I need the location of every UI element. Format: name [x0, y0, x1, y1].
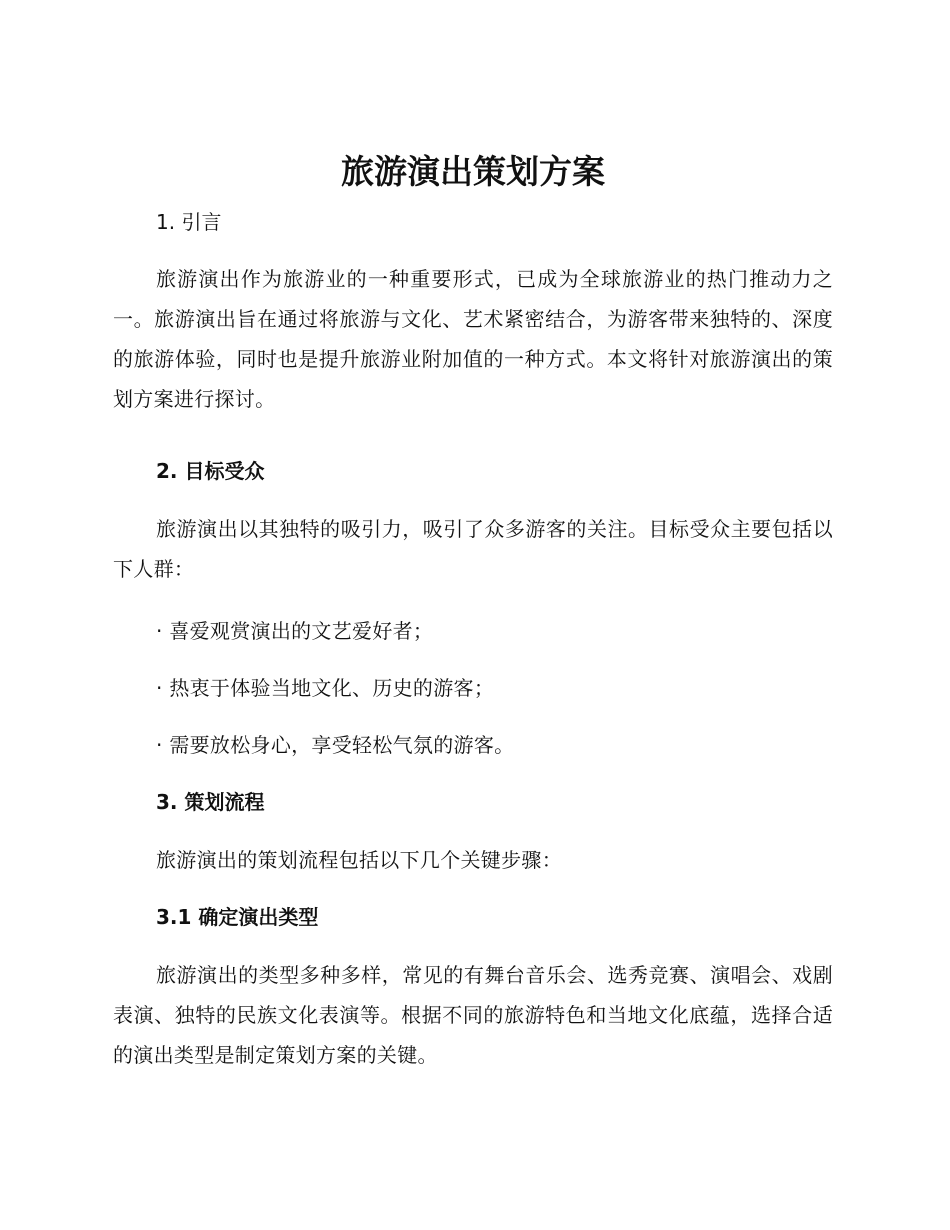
- list-item: · 喜爱观赏演出的文艺爱好者；: [156, 619, 434, 643]
- section-heading-process: 3. 策划流程: [156, 790, 265, 814]
- section-heading-audience: 2. 目标受众: [156, 459, 265, 483]
- list-item: · 热衷于体验当地文化、历史的游客；: [156, 676, 495, 700]
- audience-paragraph: 旅游演出以其独特的吸引力，吸引了众多游客的关注。目标受众主要包括以下人群：: [113, 517, 833, 581]
- subsection-heading-performance-type: 3.1 确定演出类型: [156, 905, 319, 929]
- list-item: · 需要放松身心，享受轻松气氛的游客。: [156, 733, 515, 757]
- document-title: 旅游演出策划方案: [341, 152, 605, 191]
- process-intro: 旅游演出的策划流程包括以下几个关键步骤：: [156, 848, 562, 872]
- intro-paragraph: 旅游演出作为旅游业的一种重要形式，已成为全球旅游业的热门推动力之一。旅游演出旨在通过将旅游与文化、艺术紧密结合，为游客带来独特的、深度的旅游体验，同时也是提升旅游业附加值的一种方式。本文将针对旅游演出的策划方案进行探讨。: [113, 267, 833, 411]
- performance-type-paragraph: 旅游演出的类型多种多样，常见的有舞台音乐会、选秀竞赛、演唱会、戏剧表演、独特的民族文化表演等。根据不同的旅游特色和当地文化底蕴，选择合适的演出类型是制定策划方案的关键。: [113, 963, 833, 1067]
- section-heading-intro: 1. 引言: [156, 210, 222, 234]
